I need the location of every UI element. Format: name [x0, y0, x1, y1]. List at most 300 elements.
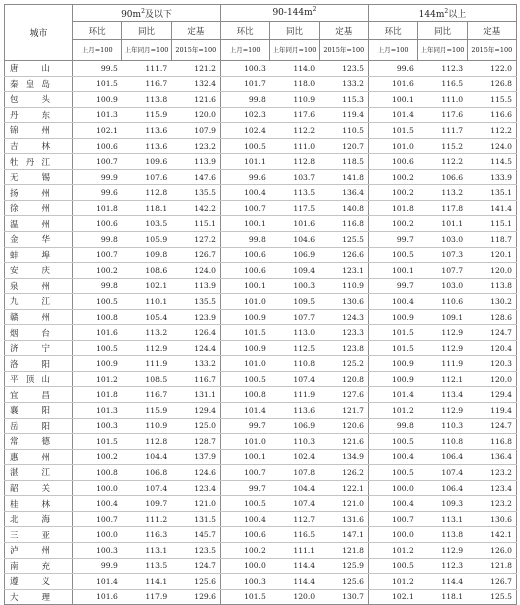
- table-row: [5, 169, 517, 185]
- city-name: 赣州: [5, 309, 73, 325]
- city-name: 桂林: [5, 496, 73, 512]
- index-value-cell: 100.5: [368, 558, 417, 574]
- city-name: 遵义: [5, 574, 73, 590]
- index-value-cell: 126.4: [171, 325, 220, 341]
- index-value-cell: 100.1: [220, 278, 269, 294]
- index-value-cell: 102.4: [270, 449, 319, 465]
- index-value-cell: 100.3: [73, 542, 122, 558]
- index-value-cell: 135.5: [171, 185, 220, 201]
- index-value-cell: 127.6: [319, 387, 368, 403]
- index-value-cell: 101.2: [368, 542, 417, 558]
- index-value-cell: 106.6: [418, 169, 467, 185]
- index-value-cell: 121.8: [319, 542, 368, 558]
- index-value-cell: 114.4: [270, 574, 319, 590]
- price-index-table-container: [4, 4, 516, 605]
- index-value-cell: 135.1: [467, 185, 516, 201]
- index-value-cell: 119.4: [467, 403, 516, 419]
- metric-header-yoy: 同比: [418, 22, 467, 40]
- index-value-cell: 109.6: [122, 154, 171, 170]
- city-name: 韶关: [5, 480, 73, 496]
- index-value-cell: 120.0: [171, 107, 220, 123]
- index-value-cell: 123.2: [467, 496, 516, 512]
- index-value-cell: 101.4: [220, 403, 269, 419]
- index-value-cell: 129.4: [171, 403, 220, 419]
- index-value-cell: 131.1: [171, 387, 220, 403]
- index-value-cell: 104.4: [270, 480, 319, 496]
- index-value-cell: 106.4: [418, 449, 467, 465]
- index-value-cell: 126.2: [319, 465, 368, 481]
- index-value-cell: 100.3: [73, 418, 122, 434]
- index-value-cell: 113.4: [418, 387, 467, 403]
- index-value-cell: 100.6: [220, 263, 269, 279]
- index-value-cell: 120.7: [319, 138, 368, 154]
- metric-header-mom: 环比: [368, 22, 417, 40]
- index-value-cell: 126.7: [171, 247, 220, 263]
- index-value-cell: 104.4: [122, 449, 171, 465]
- index-value-cell: 99.6: [368, 61, 417, 77]
- table-row: [5, 294, 517, 310]
- index-value-cell: 107.8: [270, 465, 319, 481]
- index-value-cell: 114.4: [418, 574, 467, 590]
- city-name: 岳阳: [5, 418, 73, 434]
- index-value-cell: 123.5: [319, 61, 368, 77]
- city-name: 平顶山: [5, 371, 73, 387]
- index-value-cell: 99.8: [73, 278, 122, 294]
- index-value-cell: 112.8: [122, 434, 171, 450]
- city-name: 宜昌: [5, 387, 73, 403]
- table-row: [5, 325, 517, 341]
- index-value-cell: 111.0: [270, 138, 319, 154]
- city-name: 安庆: [5, 263, 73, 279]
- city-name: 扬州: [5, 185, 73, 201]
- index-value-cell: 116.8: [319, 216, 368, 232]
- index-value-cell: 116.3: [122, 527, 171, 543]
- table-row: [5, 511, 517, 527]
- index-value-cell: 100.6: [220, 527, 269, 543]
- index-value-cell: 101.0: [220, 294, 269, 310]
- index-value-cell: 112.7: [270, 511, 319, 527]
- index-value-cell: 125.2: [319, 356, 368, 372]
- index-value-cell: 107.4: [418, 465, 467, 481]
- index-value-cell: 125.6: [319, 574, 368, 590]
- index-value-cell: 129.6: [171, 589, 220, 605]
- table-row: [5, 340, 517, 356]
- index-value-cell: 124.4: [171, 340, 220, 356]
- index-value-cell: 99.9: [73, 169, 122, 185]
- index-value-cell: 112.8: [122, 185, 171, 201]
- index-value-cell: 103.7: [270, 169, 319, 185]
- index-value-cell: 121.6: [319, 434, 368, 450]
- index-value-cell: 115.1: [171, 216, 220, 232]
- city-name: 大理: [5, 589, 73, 605]
- index-value-cell: 111.1: [270, 542, 319, 558]
- index-value-cell: 120.0: [467, 371, 516, 387]
- table-header: [5, 5, 517, 61]
- index-value-cell: 100.2: [220, 542, 269, 558]
- index-value-cell: 125.9: [319, 558, 368, 574]
- index-value-cell: 118.1: [418, 589, 467, 605]
- index-value-cell: 100.6: [368, 154, 417, 170]
- index-value-cell: 112.9: [418, 403, 467, 419]
- index-value-cell: 100.9: [368, 309, 417, 325]
- index-value-cell: 147.1: [319, 527, 368, 543]
- index-value-cell: 115.9: [122, 107, 171, 123]
- index-value-cell: 114.5: [467, 154, 516, 170]
- index-value-cell: 100.8: [73, 309, 122, 325]
- index-value-cell: 101.5: [220, 325, 269, 341]
- table-body: [5, 61, 517, 605]
- index-value-cell: 124.7: [171, 558, 220, 574]
- index-value-cell: 112.5: [270, 340, 319, 356]
- index-value-cell: 111.7: [122, 61, 171, 77]
- city-name: 烟台: [5, 325, 73, 341]
- index-value-cell: 100.8: [220, 387, 269, 403]
- index-value-cell: 109.5: [270, 294, 319, 310]
- index-value-cell: 99.7: [368, 232, 417, 248]
- index-value-cell: 114.0: [270, 61, 319, 77]
- table-row: [5, 232, 517, 248]
- index-value-cell: 100.4: [368, 449, 417, 465]
- metric-header-fixed-base: 定基: [171, 22, 220, 40]
- index-value-cell: 113.8: [122, 92, 171, 108]
- index-value-cell: 110.9: [319, 278, 368, 294]
- index-value-cell: 112.9: [418, 340, 467, 356]
- index-value-cell: 100.7: [73, 154, 122, 170]
- index-value-cell: 109.7: [122, 496, 171, 512]
- index-value-cell: 117.9: [122, 589, 171, 605]
- index-value-cell: 124.7: [467, 418, 516, 434]
- index-value-cell: 120.6: [319, 418, 368, 434]
- table-row: [5, 76, 517, 92]
- metric-header-yoy: 同比: [270, 22, 319, 40]
- index-value-cell: 122.1: [319, 480, 368, 496]
- index-value-cell: 111.9: [270, 387, 319, 403]
- index-value-cell: 112.9: [418, 542, 467, 558]
- city-name: 湛江: [5, 465, 73, 481]
- index-value-cell: 121.0: [171, 496, 220, 512]
- table-row: [5, 247, 517, 263]
- index-value-cell: 112.3: [418, 61, 467, 77]
- table-row: [5, 574, 517, 590]
- table-row: [5, 185, 517, 201]
- index-value-cell: 113.6: [122, 123, 171, 139]
- index-value-cell: 102.3: [220, 107, 269, 123]
- city-name: 唐山: [5, 61, 73, 77]
- index-value-cell: 100.2: [368, 169, 417, 185]
- index-value-cell: 118.0: [270, 76, 319, 92]
- index-value-cell: 101.5: [368, 325, 417, 341]
- index-value-cell: 133.2: [319, 76, 368, 92]
- index-value-cell: 100.5: [368, 465, 417, 481]
- index-value-cell: 100.4: [368, 496, 417, 512]
- index-value-cell: 100.0: [73, 480, 122, 496]
- index-value-cell: 110.3: [270, 434, 319, 450]
- index-value-cell: 109.3: [418, 496, 467, 512]
- index-value-cell: 141.4: [467, 200, 516, 216]
- index-value-cell: 123.9: [171, 309, 220, 325]
- index-value-cell: 126.6: [319, 247, 368, 263]
- index-value-cell: 100.2: [73, 263, 122, 279]
- index-value-cell: 100.3: [220, 574, 269, 590]
- index-value-cell: 112.8: [270, 154, 319, 170]
- index-value-cell: 119.4: [319, 107, 368, 123]
- city-name: 无锡: [5, 169, 73, 185]
- index-value-cell: 100.7: [220, 200, 269, 216]
- index-value-cell: 118.7: [467, 232, 516, 248]
- index-value-cell: 107.3: [418, 247, 467, 263]
- city-name: 九江: [5, 294, 73, 310]
- index-value-cell: 126.8: [467, 76, 516, 92]
- index-value-cell: 101.0: [220, 434, 269, 450]
- index-value-cell: 130.6: [467, 511, 516, 527]
- index-value-cell: 100.0: [220, 558, 269, 574]
- index-value-cell: 125.0: [171, 418, 220, 434]
- index-value-cell: 108.5: [122, 371, 171, 387]
- city-name: 南充: [5, 558, 73, 574]
- index-value-cell: 127.2: [171, 232, 220, 248]
- index-value-cell: 100.0: [368, 527, 417, 543]
- index-value-cell: 102.1: [122, 278, 171, 294]
- table-row: [5, 542, 517, 558]
- index-value-cell: 101.4: [73, 574, 122, 590]
- index-value-cell: 121.0: [319, 496, 368, 512]
- index-value-cell: 99.5: [73, 61, 122, 77]
- index-value-cell: 120.1: [467, 247, 516, 263]
- index-value-cell: 114.1: [122, 574, 171, 590]
- index-value-cell: 99.8: [220, 92, 269, 108]
- index-value-cell: 99.6: [73, 185, 122, 201]
- index-value-cell: 101.5: [73, 76, 122, 92]
- index-value-cell: 109.8: [122, 247, 171, 263]
- index-value-cell: 100.5: [368, 247, 417, 263]
- index-value-cell: 99.7: [368, 278, 417, 294]
- base-header-same-month-last-year: 上年同月=100: [418, 40, 467, 61]
- index-value-cell: 110.5: [319, 123, 368, 139]
- table-row: [5, 496, 517, 512]
- table-row: [5, 449, 517, 465]
- city-name: 金华: [5, 232, 73, 248]
- table-row: [5, 558, 517, 574]
- index-value-cell: 101.0: [220, 356, 269, 372]
- index-value-cell: 124.6: [171, 465, 220, 481]
- index-value-cell: 120.8: [319, 371, 368, 387]
- index-value-cell: 123.2: [171, 138, 220, 154]
- index-value-cell: 120.0: [467, 263, 516, 279]
- index-value-cell: 101.0: [368, 138, 417, 154]
- index-value-cell: 100.5: [73, 340, 122, 356]
- index-value-cell: 107.7: [418, 263, 467, 279]
- base-header-2015: 2015年=100: [319, 40, 368, 61]
- table-row: [5, 216, 517, 232]
- index-value-cell: 136.4: [467, 449, 516, 465]
- index-value-cell: 115.5: [467, 92, 516, 108]
- index-value-cell: 116.7: [122, 76, 171, 92]
- table-row: [5, 309, 517, 325]
- table-row: [5, 107, 517, 123]
- index-value-cell: 113.8: [467, 278, 516, 294]
- index-value-cell: 101.2: [368, 574, 417, 590]
- index-value-cell: 100.7: [73, 511, 122, 527]
- index-value-cell: 107.4: [122, 480, 171, 496]
- index-value-cell: 124.0: [171, 263, 220, 279]
- index-value-cell: 101.1: [418, 216, 467, 232]
- index-value-cell: 110.8: [418, 434, 467, 450]
- index-value-cell: 103.0: [418, 278, 467, 294]
- index-value-cell: 117.5: [270, 200, 319, 216]
- index-value-cell: 101.7: [220, 76, 269, 92]
- index-value-cell: 101.2: [368, 403, 417, 419]
- index-value-cell: 135.5: [171, 294, 220, 310]
- index-value-cell: 99.8: [220, 232, 269, 248]
- index-value-cell: 101.6: [270, 216, 319, 232]
- base-header-same-month-last-year: 上年同月=100: [122, 40, 171, 61]
- index-value-cell: 141.8: [319, 169, 368, 185]
- index-value-cell: 114.4: [270, 558, 319, 574]
- index-value-cell: 103.5: [122, 216, 171, 232]
- index-value-cell: 111.0: [418, 92, 467, 108]
- index-value-cell: 111.9: [418, 356, 467, 372]
- index-value-cell: 128.6: [467, 309, 516, 325]
- index-value-cell: 120.4: [467, 340, 516, 356]
- index-value-cell: 100.1: [368, 263, 417, 279]
- index-value-cell: 99.6: [220, 169, 269, 185]
- index-value-cell: 111.7: [418, 123, 467, 139]
- index-value-cell: 113.9: [171, 278, 220, 294]
- index-value-cell: 101.3: [73, 403, 122, 419]
- index-value-cell: 137.9: [171, 449, 220, 465]
- index-value-cell: 100.2: [368, 216, 417, 232]
- index-value-cell: 123.3: [319, 325, 368, 341]
- index-value-cell: 113.8: [418, 527, 467, 543]
- index-value-cell: 100.5: [220, 496, 269, 512]
- table-row: [5, 403, 517, 419]
- index-value-cell: 100.4: [220, 511, 269, 527]
- index-value-cell: 102.1: [368, 589, 417, 605]
- city-name: 惠州: [5, 449, 73, 465]
- metric-header-fixed-base: 定基: [319, 22, 368, 40]
- index-value-cell: 101.8: [73, 200, 122, 216]
- index-value-cell: 116.7: [171, 371, 220, 387]
- base-header-same-month-last-year: 上年同月=100: [270, 40, 319, 61]
- index-value-cell: 105.9: [122, 232, 171, 248]
- index-value-cell: 112.2: [270, 123, 319, 139]
- index-value-cell: 100.9: [73, 92, 122, 108]
- index-value-cell: 123.8: [319, 340, 368, 356]
- index-value-cell: 122.0: [467, 61, 516, 77]
- table-row: [5, 92, 517, 108]
- index-value-cell: 108.6: [122, 263, 171, 279]
- index-value-cell: 130.7: [319, 589, 368, 605]
- base-header-last-month: 上月=100: [368, 40, 417, 61]
- index-value-cell: 130.6: [319, 294, 368, 310]
- city-name: 泸州: [5, 542, 73, 558]
- index-value-cell: 142.1: [467, 527, 516, 543]
- index-value-cell: 118.5: [319, 154, 368, 170]
- index-value-cell: 100.5: [368, 434, 417, 450]
- city-name: 三亚: [5, 527, 73, 543]
- index-value-cell: 99.9: [73, 558, 122, 574]
- housing-price-index-table: [4, 4, 517, 605]
- index-value-cell: 101.6: [73, 589, 122, 605]
- index-value-cell: 123.4: [171, 480, 220, 496]
- index-value-cell: 99.8: [368, 418, 417, 434]
- index-value-cell: 100.9: [220, 309, 269, 325]
- index-value-cell: 113.1: [122, 542, 171, 558]
- index-value-cell: 101.3: [73, 107, 122, 123]
- index-value-cell: 100.7: [73, 247, 122, 263]
- index-value-cell: 105.4: [122, 309, 171, 325]
- index-value-cell: 116.6: [467, 107, 516, 123]
- index-value-cell: 99.7: [220, 480, 269, 496]
- index-value-cell: 112.9: [122, 340, 171, 356]
- city-name: 常德: [5, 434, 73, 450]
- group-header-medium: $90-144m^2$: [220, 5, 368, 22]
- table-row: [5, 418, 517, 434]
- index-value-cell: 113.6: [122, 138, 171, 154]
- index-value-cell: 100.1: [220, 216, 269, 232]
- index-value-cell: 100.0: [73, 527, 122, 543]
- index-value-cell: 131.5: [171, 511, 220, 527]
- index-value-cell: 140.8: [319, 200, 368, 216]
- metric-header-mom: 环比: [220, 22, 269, 40]
- index-value-cell: 134.9: [319, 449, 368, 465]
- city-name: 锦州: [5, 123, 73, 139]
- table-row: [5, 61, 517, 77]
- index-value-cell: 142.2: [171, 200, 220, 216]
- index-value-cell: 112.2: [418, 154, 467, 170]
- table-row: [5, 465, 517, 481]
- index-value-cell: 121.6: [171, 92, 220, 108]
- index-value-cell: 125.5: [467, 589, 516, 605]
- index-value-cell: 115.3: [319, 92, 368, 108]
- index-value-cell: 136.4: [319, 185, 368, 201]
- metric-header-fixed-base: 定基: [467, 22, 516, 40]
- index-value-cell: 113.5: [122, 558, 171, 574]
- index-value-cell: 123.5: [171, 542, 220, 558]
- index-value-cell: 117.6: [418, 107, 467, 123]
- table-row: [5, 138, 517, 154]
- index-value-cell: 118.1: [122, 200, 171, 216]
- index-value-cell: 101.1: [220, 154, 269, 170]
- index-value-cell: 107.6: [122, 169, 171, 185]
- index-value-cell: 106.8: [122, 465, 171, 481]
- index-value-cell: 115.1: [467, 216, 516, 232]
- city-name: 丹东: [5, 107, 73, 123]
- index-value-cell: 131.6: [319, 511, 368, 527]
- index-value-cell: 112.3: [418, 558, 467, 574]
- index-value-cell: 100.1: [368, 92, 417, 108]
- metric-header-mom: 环比: [73, 22, 122, 40]
- index-value-cell: 102.4: [220, 123, 269, 139]
- index-value-cell: 100.4: [368, 294, 417, 310]
- base-header-last-month: 上月=100: [220, 40, 269, 61]
- table-row: [5, 278, 517, 294]
- table-row: [5, 263, 517, 279]
- index-value-cell: 102.1: [73, 123, 122, 139]
- index-value-cell: 101.5: [220, 589, 269, 605]
- index-value-cell: 109.1: [418, 309, 467, 325]
- index-value-cell: 100.9: [73, 356, 122, 372]
- index-value-cell: 110.8: [270, 356, 319, 372]
- index-value-cell: 100.5: [73, 294, 122, 310]
- metric-header-yoy: 同比: [122, 22, 171, 40]
- index-value-cell: 116.5: [270, 527, 319, 543]
- index-value-cell: 100.3: [270, 278, 319, 294]
- index-value-cell: 100.6: [73, 138, 122, 154]
- table-row: [5, 527, 517, 543]
- index-value-cell: 121.7: [319, 403, 368, 419]
- table-row: [5, 154, 517, 170]
